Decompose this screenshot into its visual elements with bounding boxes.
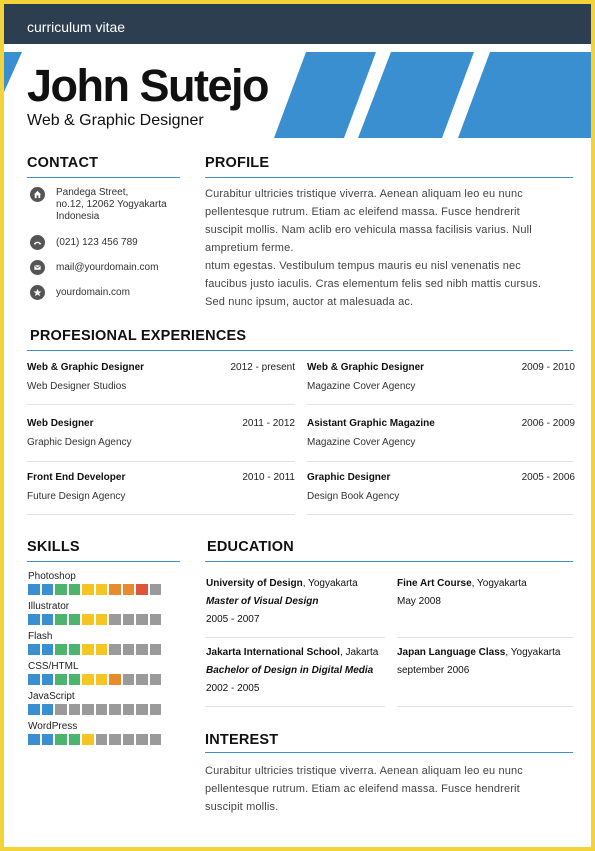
skill-segment-filled — [28, 614, 40, 625]
experience-years: 2012 - present — [230, 362, 295, 373]
address-line-3: Indonesia — [56, 211, 100, 222]
skill-segment-filled — [82, 644, 94, 655]
experience-role: Graphic Designer — [307, 472, 391, 483]
skill-bar — [28, 704, 161, 715]
education-years: 2005 - 2007 — [206, 614, 260, 625]
profile-line: faucibus justo iaculis. Cras elementum felis sed nibh mattis cursus. — [205, 278, 542, 290]
skill-segment-filled — [69, 734, 81, 745]
contact-phone — [30, 235, 138, 250]
skill-segment-filled — [42, 644, 54, 655]
interest-heading: INTEREST — [205, 732, 279, 748]
skill-segment-filled — [82, 614, 94, 625]
profile-line: pellentesque rutrum. Etiam ac eleifend massa. Fusce hendrerit — [205, 206, 520, 218]
experience-role: Web & Graphic Designer — [307, 362, 425, 373]
contact-heading: CONTACT — [27, 155, 99, 171]
experience-company: Design Book Agency — [307, 491, 400, 502]
skill-segment-empty — [123, 614, 135, 625]
experience-item — [307, 472, 575, 502]
document-label: curriculum vitae — [27, 19, 126, 35]
interest-line: Curabitur ultricies tristique viverra. Aenean aliquam leo eu nunc — [205, 765, 523, 777]
skill-name: Illustrator — [28, 601, 70, 612]
star-icon — [30, 285, 45, 300]
education-heading: EDUCATION — [207, 539, 294, 555]
skill-item — [28, 691, 161, 715]
education-school: Japan Language Class — [397, 647, 506, 658]
resume-page — [4, 4, 591, 847]
skill-segment-filled — [109, 674, 121, 685]
divider — [27, 404, 295, 405]
experience-role: Web Designer — [27, 418, 94, 429]
experience-years: 2005 - 2006 — [521, 472, 575, 483]
skill-segment-empty — [136, 674, 148, 685]
divider — [397, 706, 573, 707]
experience-item — [27, 362, 295, 392]
skill-segment-filled — [69, 674, 81, 685]
address-line-1: Pandega Street, — [56, 187, 129, 198]
education-city: , Yogyakarta — [302, 578, 358, 589]
skill-item — [28, 721, 161, 745]
education-school: University of Design — [206, 578, 303, 589]
skills-rule — [27, 561, 180, 562]
education-city: , Yogyakarta — [471, 578, 527, 589]
skill-segment-filled — [42, 614, 54, 625]
banner-stripe-left — [4, 52, 22, 92]
interest-line: pellentesque rutrum. Etiam ac eleifend massa. Fusce hendrerit — [205, 783, 520, 795]
education-years: september 2006 — [397, 665, 470, 676]
website-url[interactable]: yourdomain.com — [56, 287, 130, 298]
skill-segment-empty — [150, 674, 162, 685]
skill-segment-filled — [28, 734, 40, 745]
skill-segment-empty — [136, 614, 148, 625]
skill-segment-filled — [42, 674, 54, 685]
skill-segment-empty — [136, 644, 148, 655]
divider — [205, 706, 385, 707]
skill-segment-filled — [28, 644, 40, 655]
skill-segment-filled — [28, 704, 40, 715]
profile-line: ampretium ferme. — [205, 242, 294, 254]
person-title: Web & Graphic Designer — [27, 112, 204, 129]
skill-segment-filled — [82, 674, 94, 685]
skill-name: Photoshop — [28, 571, 76, 582]
experience-role: Front End Developer — [27, 472, 126, 483]
skill-segment-empty — [69, 704, 81, 715]
skill-segment-filled — [82, 734, 94, 745]
contact-rule — [27, 177, 180, 178]
skill-segment-empty — [109, 704, 121, 715]
skill-segment-empty — [150, 614, 162, 625]
education-degree: Bachelor of Design in Digital Media — [206, 665, 374, 676]
experience-heading: PROFESIONAL EXPERIENCES — [30, 328, 247, 344]
profile-line: Sed nunc ipsum, auctor at malesuada ac. — [205, 296, 414, 308]
education-city: , Yogyakarta — [505, 647, 561, 658]
experience-rule — [27, 350, 573, 351]
education-item — [206, 644, 378, 698]
phone-icon — [30, 235, 45, 250]
skill-bar — [28, 614, 161, 625]
skill-segment-empty — [109, 734, 121, 745]
skill-segment-empty — [150, 734, 162, 745]
experience-company: Magazine Cover Agency — [307, 437, 416, 448]
education-school: Jakarta International School — [206, 647, 340, 658]
divider — [307, 514, 573, 515]
profile-line: Curabitur ultricies tristique viverra. Aenean aliquam leo eu nunc — [205, 188, 523, 200]
banner-stripe-2 — [358, 52, 474, 138]
skill-name: JavaScript — [28, 691, 75, 702]
skill-segment-filled — [55, 734, 67, 745]
skills-heading: SKILLS — [27, 539, 80, 555]
experience-company: Web Designer Studios — [27, 381, 127, 392]
skill-bar — [28, 674, 161, 685]
profile-text — [205, 185, 575, 311]
divider — [205, 637, 385, 638]
skill-segment-filled — [96, 644, 108, 655]
divider — [27, 514, 295, 515]
education-years: 2002 - 2005 — [206, 683, 260, 694]
skill-segment-empty — [123, 734, 135, 745]
skill-segment-empty — [150, 584, 162, 595]
education-item — [397, 644, 560, 680]
skill-item — [28, 571, 161, 595]
profile-line: suscipit mollis. Nam aclib ero vehicula massa facilisis varius. Null — [205, 224, 532, 236]
skill-segment-filled — [69, 644, 81, 655]
experience-item — [27, 418, 295, 448]
skill-segment-empty — [123, 644, 135, 655]
interest-rule — [205, 752, 573, 753]
skill-segment-empty — [150, 704, 162, 715]
experience-item — [307, 418, 575, 448]
divider — [27, 461, 295, 462]
address-line-2: no.12, 12062 Yogyakarta — [56, 199, 167, 210]
skill-item — [28, 601, 161, 625]
phone-number: (021) 123 456 789 — [56, 237, 138, 248]
skill-segment-filled — [55, 674, 67, 685]
skill-segment-filled — [96, 674, 108, 685]
person-name: John Sutejo — [27, 60, 268, 111]
interest-text — [205, 762, 575, 816]
skill-segment-empty — [123, 704, 135, 715]
skill-segment-empty — [136, 734, 148, 745]
experience-item — [307, 362, 575, 392]
banner-stripe-3 — [458, 52, 591, 138]
home-icon — [30, 187, 45, 202]
skill-segment-empty — [82, 704, 94, 715]
skill-segment-empty — [123, 674, 135, 685]
skill-name: CSS/HTML — [28, 661, 79, 672]
experience-company: Magazine Cover Agency — [307, 381, 416, 392]
education-years: May 2008 — [397, 596, 441, 607]
education-item — [206, 575, 358, 629]
experience-years: 2010 - 2011 — [242, 472, 295, 483]
banner-stripe-1 — [274, 52, 376, 138]
top-bar — [4, 4, 591, 44]
skill-segment-filled — [96, 584, 108, 595]
skill-item — [28, 661, 161, 685]
divider — [307, 461, 573, 462]
profile-heading: PROFILE — [205, 155, 270, 171]
experience-years: 2006 - 2009 — [521, 418, 575, 429]
skill-segment-empty — [96, 704, 108, 715]
skill-segment-empty — [109, 614, 121, 625]
skill-segment-filled — [69, 614, 81, 625]
skill-segment-filled — [28, 584, 40, 595]
skill-segment-filled — [28, 674, 40, 685]
contact-address — [30, 187, 167, 223]
experience-role: Web & Graphic Designer — [27, 362, 145, 373]
skill-segment-filled — [55, 644, 67, 655]
skill-segment-empty — [136, 704, 148, 715]
interest-line: suscipit mollis. — [205, 801, 279, 813]
skill-item — [28, 631, 161, 655]
skill-name: Flash — [28, 631, 53, 642]
skill-segment-filled — [42, 704, 54, 715]
skill-segment-empty — [150, 644, 162, 655]
education-degree: Master of Visual Design — [206, 596, 319, 607]
skill-segment-filled — [123, 584, 135, 595]
email-address[interactable]: mail@yourdomain.com — [56, 262, 159, 273]
skill-segment-filled — [42, 734, 54, 745]
skill-bar — [28, 584, 161, 595]
profile-line: ntum egestas. Vestibulum tempus mauris eu nisl venenatis nec — [205, 260, 521, 272]
skill-bar — [28, 644, 161, 655]
education-city: , Jakarta — [339, 647, 379, 658]
experience-years: 2009 - 2010 — [521, 362, 575, 373]
skill-segment-filled — [42, 584, 54, 595]
experience-role: Asistant Graphic Magazine — [307, 418, 435, 429]
profile-rule — [205, 177, 573, 178]
experience-company: Graphic Design Agency — [27, 437, 132, 448]
skill-bar — [28, 734, 161, 745]
skill-segment-filled — [55, 614, 67, 625]
divider — [307, 404, 573, 405]
experience-item — [27, 472, 295, 502]
experience-years: 2011 - 2012 — [242, 418, 295, 429]
divider — [397, 637, 573, 638]
skill-segment-filled — [55, 584, 67, 595]
experience-company: Future Design Agency — [27, 491, 126, 502]
skill-segment-filled — [96, 614, 108, 625]
skill-segment-empty — [96, 734, 108, 745]
name-block — [27, 62, 268, 130]
contact-website — [30, 285, 130, 300]
education-school: Fine Art Course — [397, 578, 472, 589]
education-rule — [205, 561, 573, 562]
skill-segment-filled — [69, 584, 81, 595]
skill-segment-empty — [55, 704, 67, 715]
contact-email — [30, 260, 158, 275]
skill-name: WordPress — [28, 721, 78, 732]
skill-segment-empty — [109, 644, 121, 655]
education-item — [397, 575, 527, 611]
mail-icon — [30, 260, 45, 275]
skill-segment-filled — [109, 584, 121, 595]
skill-segment-filled — [82, 584, 94, 595]
skill-segment-filled — [136, 584, 148, 595]
